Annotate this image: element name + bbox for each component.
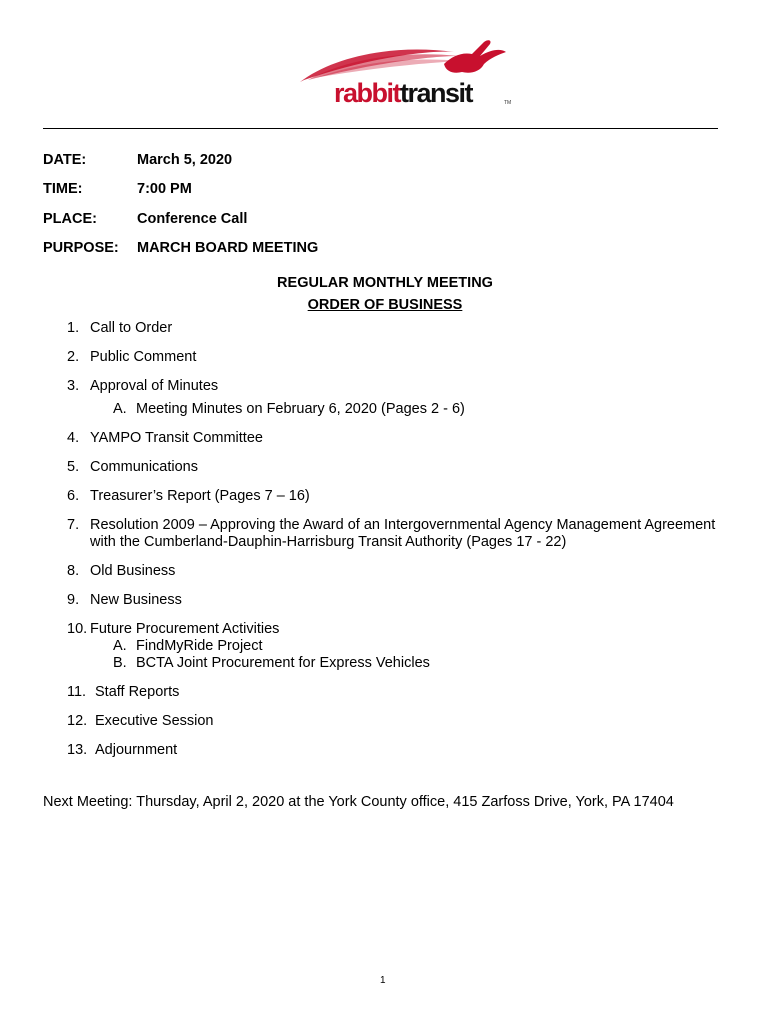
agenda-item-number: 2.	[67, 349, 80, 365]
agenda-item-text: YAMPO Transit Committee	[90, 430, 263, 446]
logo-text-rabbit: rabbit	[334, 78, 401, 108]
purpose-value: MARCH BOARD MEETING	[137, 240, 319, 256]
agenda-item-number: 10.	[67, 621, 88, 637]
rabbittransit-logo	[294, 34, 520, 114]
logo-wordmark	[334, 78, 472, 108]
agenda-item-text: Adjournment	[95, 742, 178, 758]
place-label: PLACE:	[43, 211, 97, 227]
agenda-item-text: Future Procurement Activities	[90, 621, 280, 637]
time-label: TIME:	[43, 181, 83, 197]
logo-trademark: TM	[504, 100, 512, 106]
agenda-item-number: 4.	[67, 430, 80, 446]
meeting-type-title: REGULAR MONTHLY MEETING	[277, 275, 493, 291]
order-of-business-title: ORDER OF BUSINESS	[307, 297, 463, 313]
agenda-item-text: New Business	[90, 592, 182, 608]
agenda-item-number: 5.	[67, 459, 80, 475]
agenda-item-text: Executive Session	[95, 713, 214, 729]
agenda-subitem-text: BCTA Joint Procurement for Express Vehicles	[136, 655, 430, 671]
agenda-item-number: 1.	[67, 320, 80, 336]
agenda-item-text: Public Comment	[90, 349, 197, 365]
logo-text-transit: transit	[400, 78, 473, 108]
rabbit-swoosh-icon	[294, 34, 520, 84]
agenda-subitem-letter: B.	[113, 655, 127, 671]
agenda-subitem-letter: A.	[113, 401, 127, 417]
purpose-label: PURPOSE:	[43, 240, 119, 256]
agenda-item-text: Resolution 2009 – Approving the Award of an Intergovernmental Agency Management Agreement	[90, 517, 716, 533]
agenda-subitem-text: Meeting Minutes on February 6, 2020 (Pages 2 - 6)	[136, 401, 465, 417]
next-meeting-info: Next Meeting: Thursday, April 2, 2020 at the York County office, 415 Zarfoss Drive, York, PA 17404	[43, 794, 674, 810]
agenda-item-text: Old Business	[90, 563, 176, 579]
agenda-item-text: Approval of Minutes	[90, 378, 219, 394]
agenda-item-number: 9.	[67, 592, 80, 608]
agenda-item-text: Communications	[90, 459, 198, 475]
agenda-item-text: Call to Order	[90, 320, 173, 336]
agenda-item-number: 8.	[67, 563, 80, 579]
header-divider	[43, 128, 718, 129]
agenda-item-text: Treasurer’s Report (Pages 7 – 16)	[90, 488, 310, 504]
agenda-item-number: 7.	[67, 517, 80, 533]
agenda-item-number: 13.	[67, 742, 88, 758]
agenda-item-text-line2: with the Cumberland-Dauphin-Harrisburg Transit Authority (Pages 17 - 22)	[90, 534, 567, 550]
agenda-item-number: 3.	[67, 378, 80, 394]
agenda-item-text: Staff Reports	[95, 684, 180, 700]
agenda-subitem-text: FindMyRide Project	[136, 638, 263, 654]
agenda-item-number: 6.	[67, 488, 80, 504]
page-number: 1	[380, 975, 386, 986]
date-value: March 5, 2020	[137, 152, 233, 168]
place-value: Conference Call	[137, 211, 248, 227]
date-label: DATE:	[43, 152, 87, 168]
agenda-subitem-letter: A.	[113, 638, 127, 654]
agenda-item-number: 11.	[67, 684, 87, 700]
time-value: 7:00 PM	[137, 181, 192, 197]
agenda-item-number: 12.	[67, 713, 88, 729]
